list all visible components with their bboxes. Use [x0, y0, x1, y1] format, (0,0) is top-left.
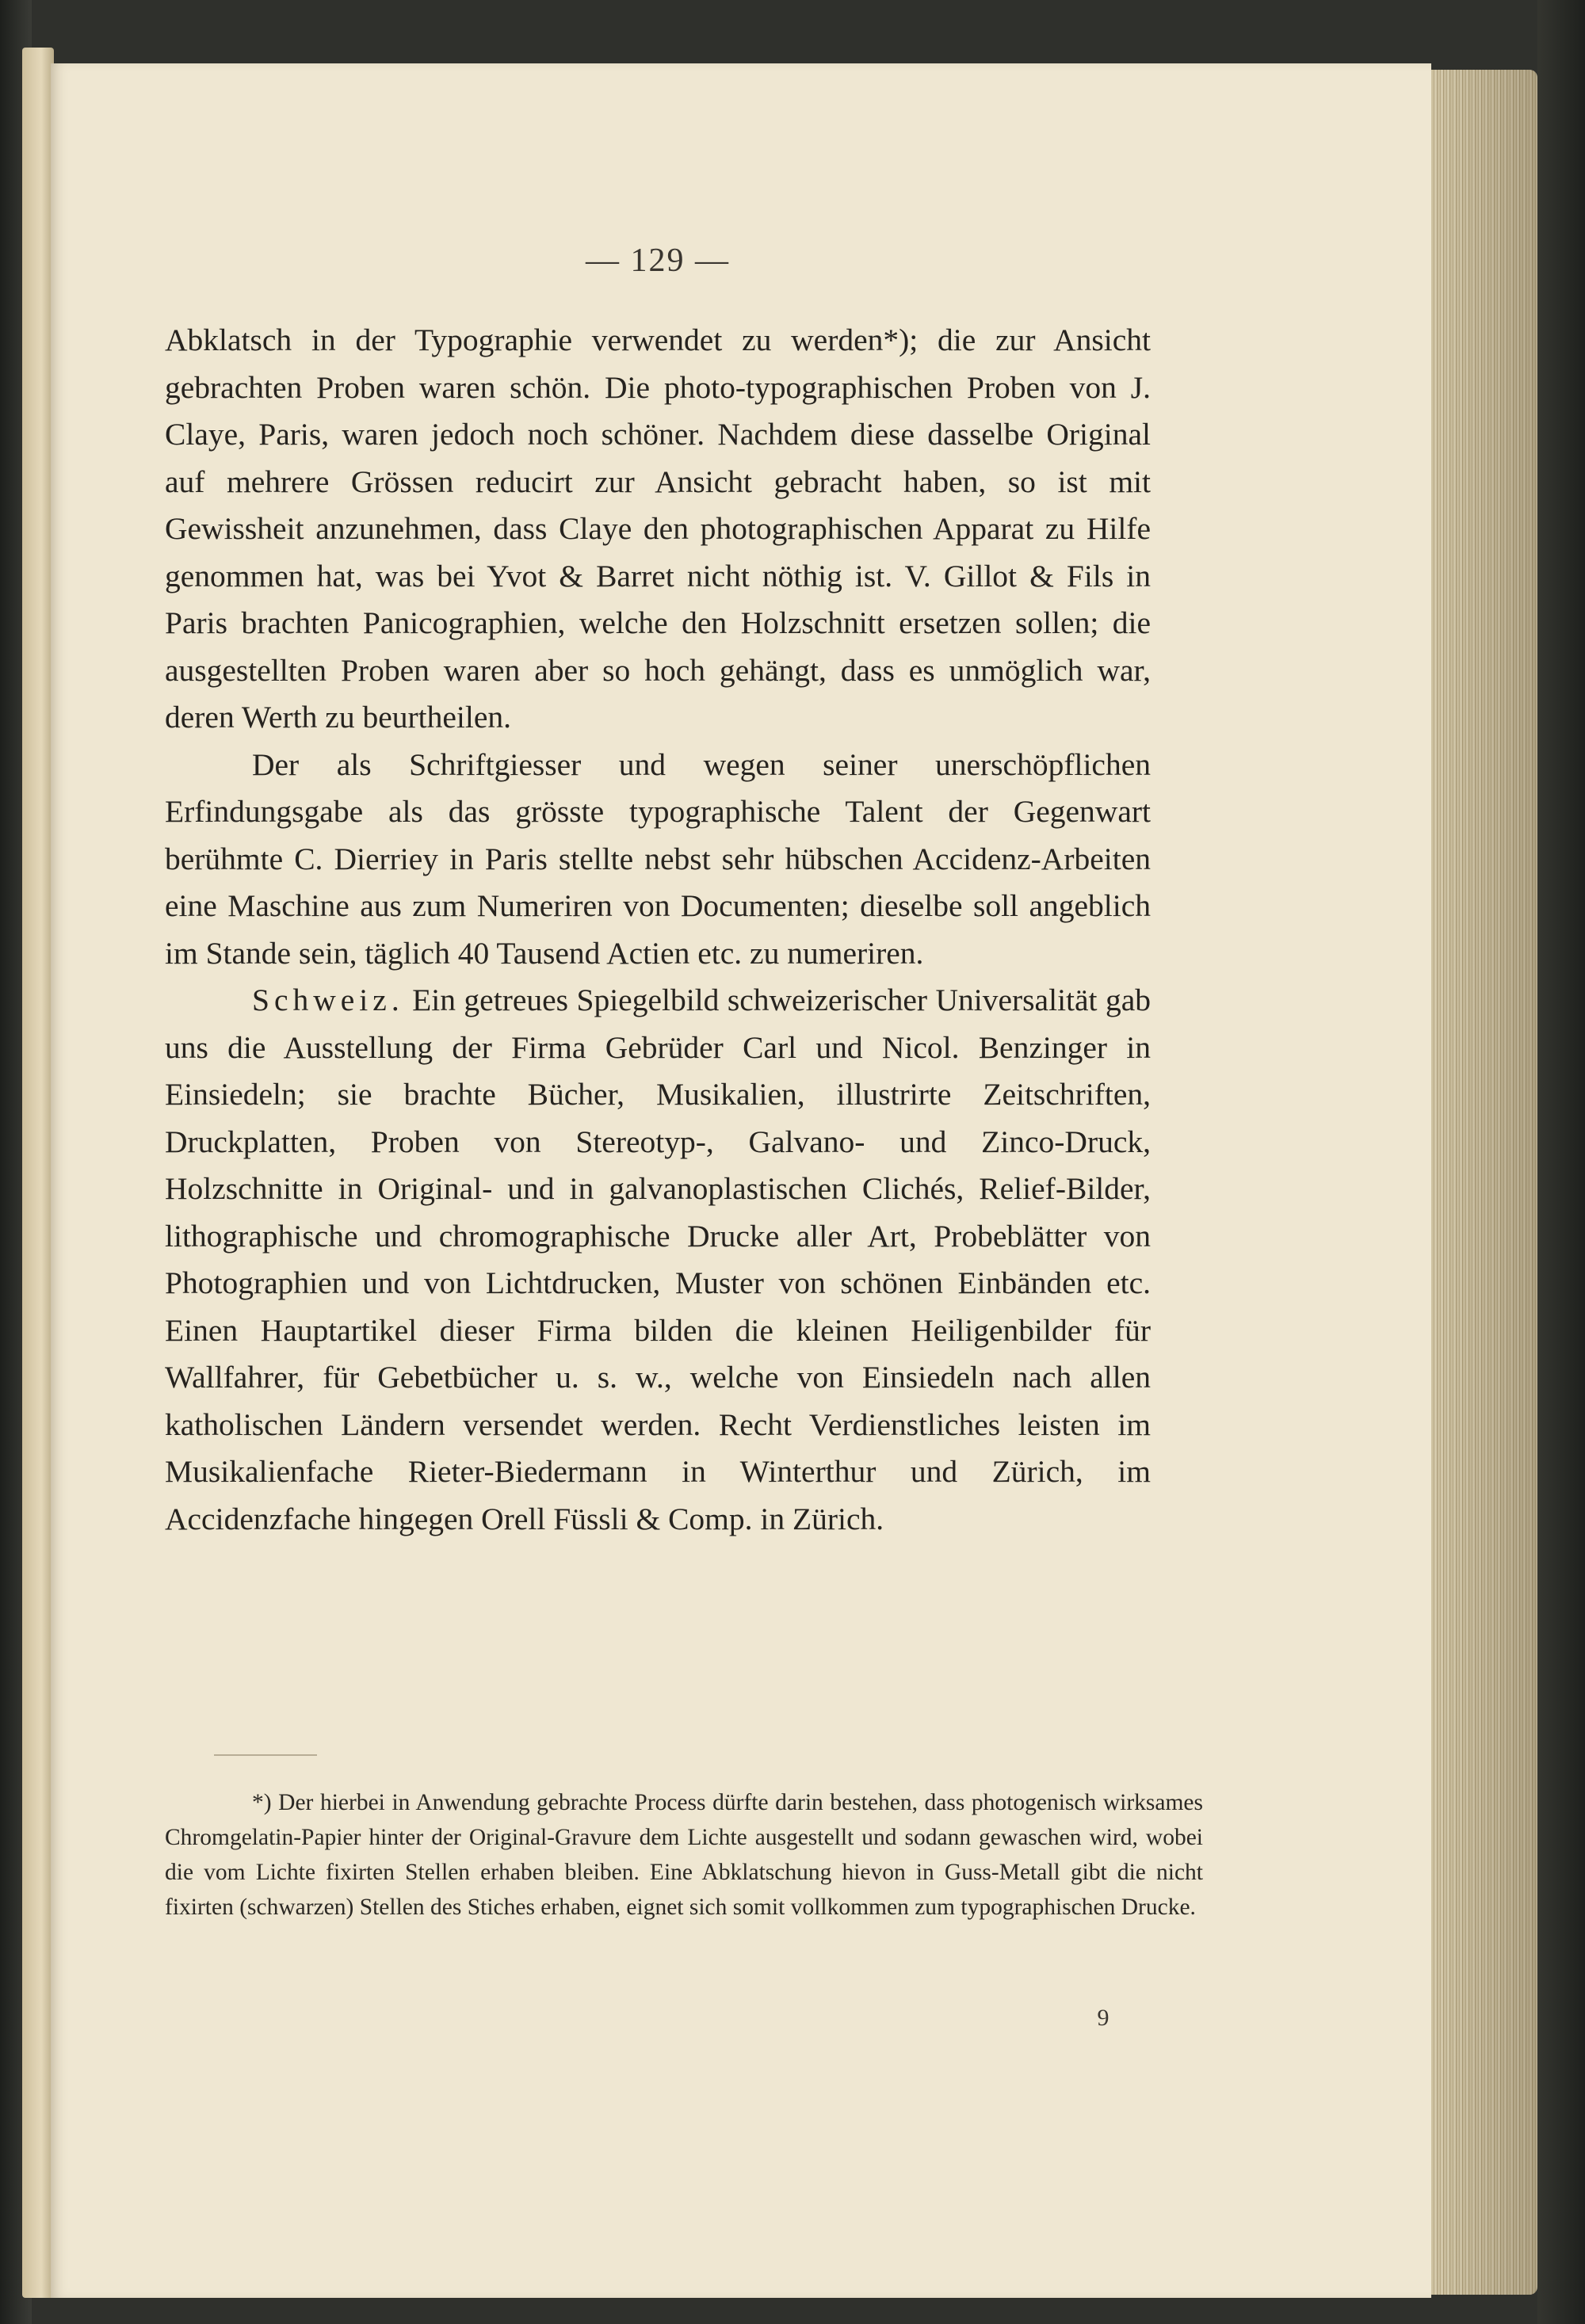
paragraph-1: Abklatsch in der Typographie verwendet zu werden*); die zur Ansicht gebrachten Proben waren schön. Die photo-typographischen Proben von J. Claye, Paris, waren jedoch noch schöner. Nachdem diese dasselbe Original auf mehrere Grössen reducirt zur Ansicht gebracht haben, so ist mit Gewissheit anzunehmen, dass Claye den photographischen Apparat zu Hilfe genommen hat, was bei Yvot & Barret nicht nöthig ist. V. Gillot & Fils in Paris brachten Panicographien, welche den Holzschnitt ersetzen sollen; die ausgestellten Proben waren aber so hoch gehängt, dass es unmöglich war, deren Werth zu beurtheilen.	[165, 322, 1151, 735]
footnote-text: *) Der hierbei in Anwendung gebrachte Process dürfte darin bestehen, dass photogenisch wirksames Chromgelatin-Papier hinter der Original-Gravure dem Lichte ausgestellt und sodann gewaschen wird, wobei die vom Lichte fixirten Stellen erhaben bleiben. Eine Abklatschung hievon in Guss-Metall gibt die nicht fixirten (schwarzen) Stellen des Stiches erhaben, eignet sich somit vollkommen zum typographischen Drucke.	[165, 1790, 1203, 1920]
paragraph-3-text: Ein getreues Spiegelbild schweizerischer Universalität gab uns die Ausstellung der Firma Gebrüder Carl und Nicol. Benzinger in Einsiedeln; sie brachte Bücher, Musikalien, illustrirte Zeitschriften, Druckplatten, Proben von Stereotyp-, Galvano- und Zinco-Druck, Holzschnitte in Original- und in galvanoplastischen Clichés, Relief-Bilder, lithographische und chromographische Drucke aller Art, Probeblätter von Photographien und von Lichtdrucken, Muster von schönen Einbänden etc. Einen Hauptartikel dieser Firma bilden die kleinen Heiligenbilder für Wallfahrer, für Gebetbücher u. s. w., welche von Einsiedeln nach allen katholischen Ländern versendet werden. Recht Verdienstliches leisten im Musikalienfache Rieter-Biedermann in Winterthur und Zürich, im Accidenzfache hingegen Orell Füssli & Comp. in Zürich.	[165, 983, 1151, 1536]
page-edges	[1431, 70, 1537, 2295]
footnote-rule	[214, 1754, 317, 1756]
main-text	[165, 317, 1151, 1543]
signature-mark: 9	[1097, 2005, 1110, 2031]
footnote	[165, 1785, 1203, 1925]
book-cover-right	[1537, 0, 1585, 2324]
facing-page-edge	[22, 48, 54, 2298]
page-number: — 129 —	[586, 242, 730, 279]
section-lead-schweiz: Schweiz.	[252, 983, 404, 1017]
paragraph-3	[165, 977, 1151, 1543]
paragraph-2: Der als Schriftgiesser und wegen seiner unerschöpflichen Erfindungsgabe als das grösste typographische Talent der Gegenwart berühmte C. Dierriey in Paris stellte nebst sehr hübschen Accidenz-Arbeiten eine Maschine aus zum Numeriren von Documenten; dieselbe soll angeblich im Stande sein, täglich 40 Tausend Actien etc. zu numeriren.	[165, 746, 1151, 971]
